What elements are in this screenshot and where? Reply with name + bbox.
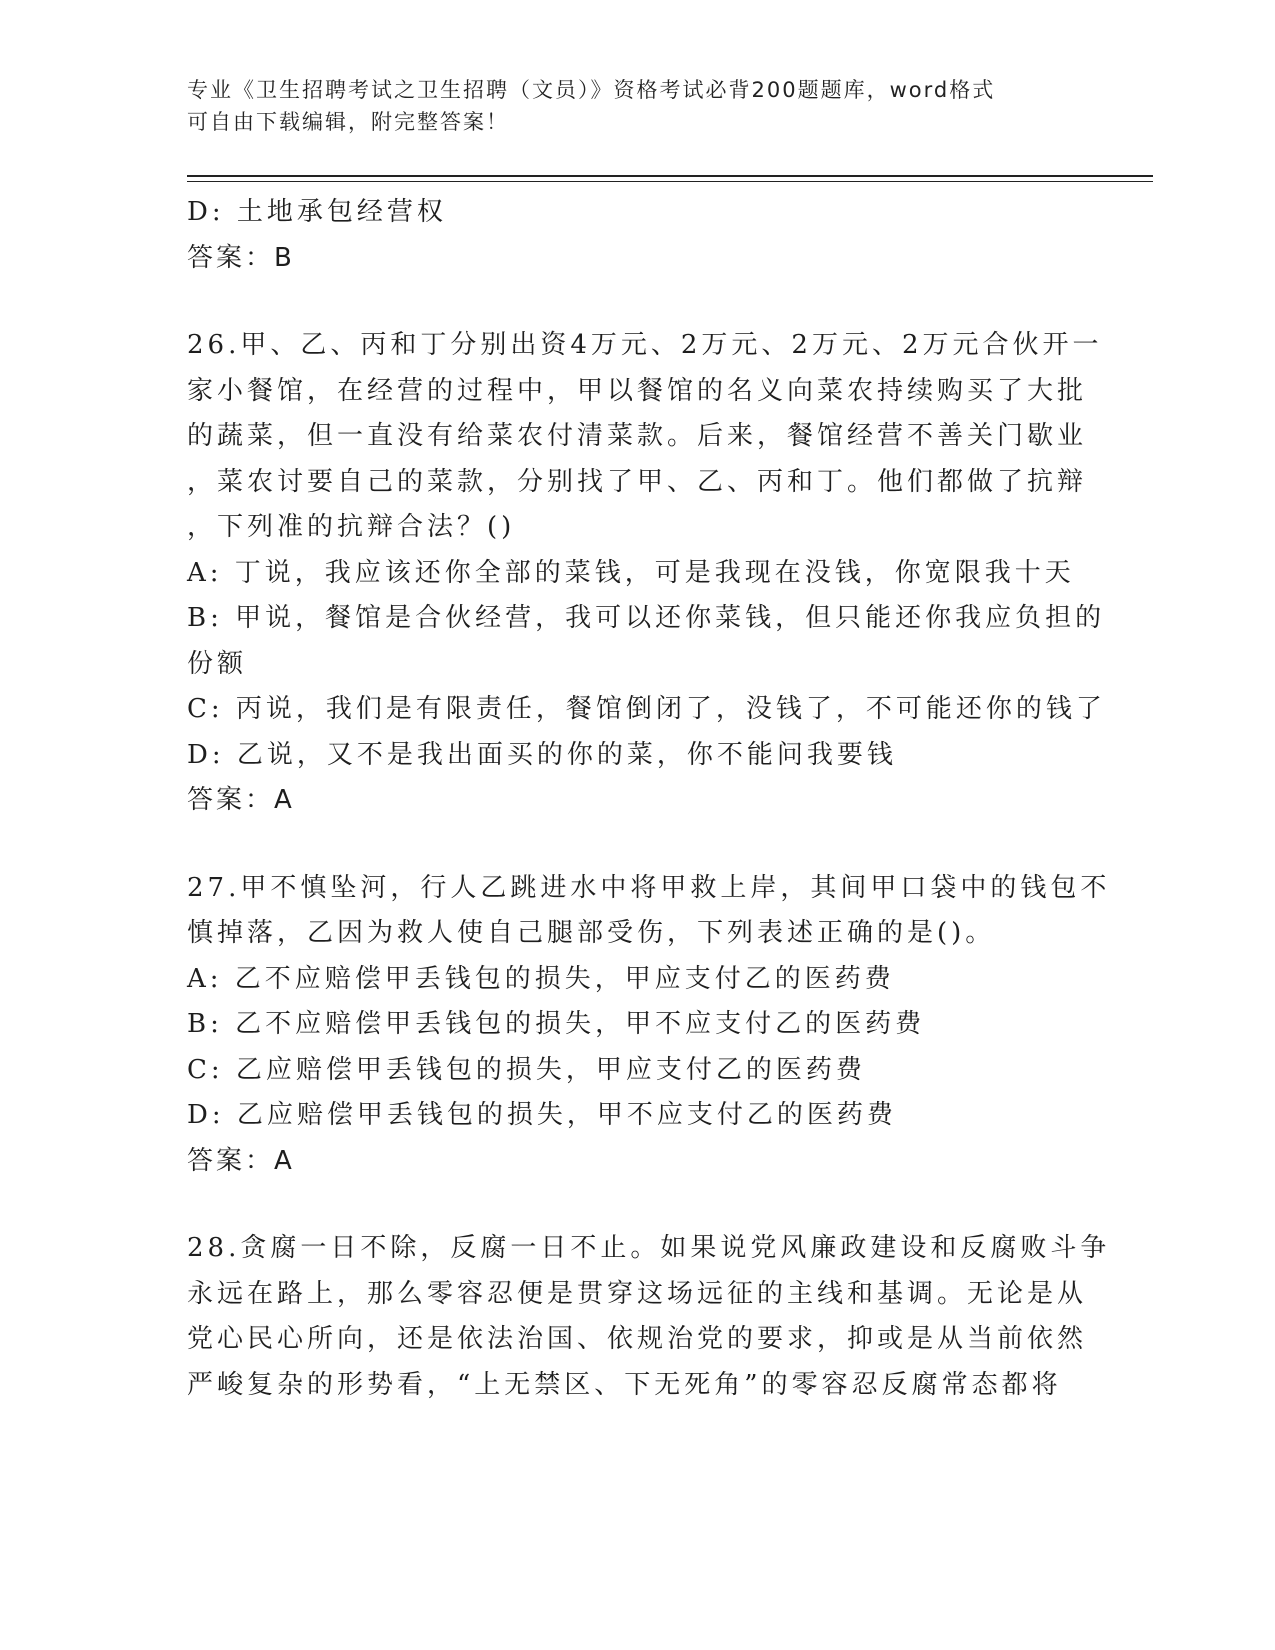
option-d: D: 乙应赔偿甲丢钱包的损失，甲不应支付乙的医药费 xyxy=(187,1100,897,1130)
option-c: C: 丙说，我们是有限责任，餐馆倒闭了，没钱了，不可能还你的钱了 xyxy=(187,694,1106,724)
answer-line: 答案：A xyxy=(187,785,295,815)
question-text-line: 28.贪腐一日不除，反腐一日不止。如果说党风廉政建设和反腐败斗争 xyxy=(187,1233,1111,1263)
question-text-line: 家小餐馆，在经营的过程中，甲以餐馆的名义向菜农持续购买了大批 xyxy=(187,375,1088,406)
header-rule-thick xyxy=(187,175,1153,177)
question-28 xyxy=(187,1226,1111,1408)
option-b: B: 乙不应赔偿甲丢钱包的损失，甲不应支付乙的医药费 xyxy=(187,1009,926,1039)
question-text-line: 永远在路上，那么零容忍便是贯穿这场远征的主线和基调。无论是从 xyxy=(187,1278,1088,1309)
option-b-continued: 份额 xyxy=(187,648,248,679)
option-c: C: 乙应赔偿甲丢钱包的损失，甲应支付乙的医药费 xyxy=(187,1054,866,1085)
option-d: D: 土地承包经营权 xyxy=(187,197,447,227)
question-text-line: 26.甲、乙、丙和丁分别出资4万元、2万元、2万元、2万元合伙开一 xyxy=(187,330,1103,360)
spacer xyxy=(187,824,1087,866)
spacer xyxy=(187,1184,1087,1226)
option-a: A: 乙不应赔偿甲丢钱包的损失，甲应支付乙的医药费 xyxy=(187,963,895,994)
question-text-line: 的蔬菜，但一直没有给菜农付清菜款。后来，餐馆经营不善关门歇业 xyxy=(187,421,1088,451)
prev-question-tail xyxy=(187,190,1087,281)
header-line-2: 可自由下载编辑，附完整答案！ xyxy=(187,110,509,134)
document-header xyxy=(187,74,1067,138)
option-a: A: 丁说，我应该还你全部的菜钱，可是我现在没钱，你宽限我十天 xyxy=(187,557,1075,588)
document-body xyxy=(187,190,1111,1408)
question-text-line: 党心民心所向，还是依法治国、依规治党的要求，抑或是从当前依然 xyxy=(187,1324,1088,1354)
spacer xyxy=(187,281,1087,323)
question-text-line: 27.甲不慎坠河，行人乙跳进水中将甲救上岸，其间甲口袋中的钱包不 xyxy=(187,872,1111,903)
option-b: B: 甲说，餐馆是合伙经营，我可以还你菜钱，但只能还你我应负担的 xyxy=(187,603,1106,633)
answer-line: 答案：A xyxy=(187,1145,295,1176)
question-text-line: ，菜农讨要自己的菜款，分别找了甲、乙、丙和丁。他们都做了抗辩 xyxy=(187,466,1088,497)
question-text-line: ，下列准的抗辩合法？() xyxy=(187,512,516,542)
question-text-line: 慎掉落，乙因为救人使自己腿部受伤，下列表述正确的是()。 xyxy=(187,918,996,948)
answer-line: 答案：B xyxy=(187,242,295,273)
question-27 xyxy=(187,866,1111,1185)
header-rule-thin xyxy=(187,181,1153,182)
question-26 xyxy=(187,323,1106,824)
option-d: D: 乙说，又不是我出面买的你的菜，你不能问我要钱 xyxy=(187,739,897,770)
question-text-line: 严峻复杂的形势看，“上无禁区、下无死角”的零容忍反腐常态都将 xyxy=(187,1369,1062,1400)
header-line-1: 专业《卫生招聘考试之卫生招聘（文员）》资格考试必背200题题库，word格式 xyxy=(187,78,996,102)
